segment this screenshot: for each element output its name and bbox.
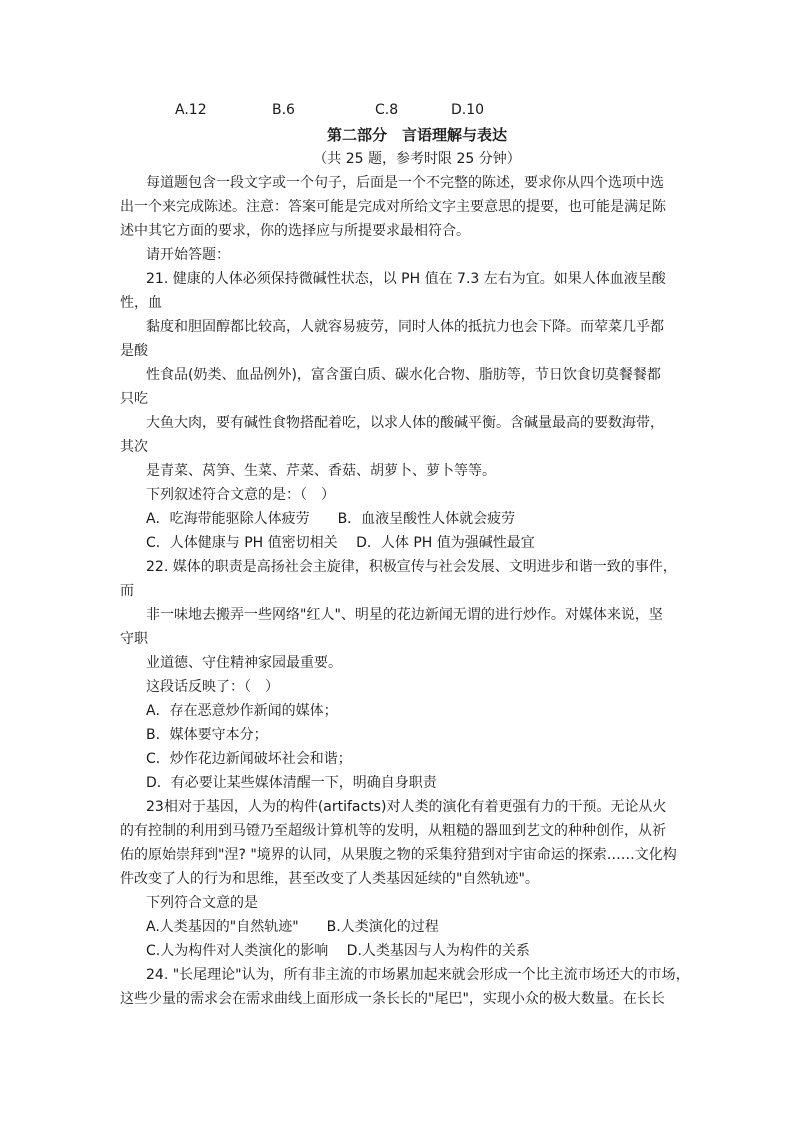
q21-text-line: 其次	[120, 439, 148, 455]
q23-text-line: 的有控制的利用到马镫乃至超级计算机等的发明，从粗糙的器皿到艺文的种种创作，从祈	[120, 823, 666, 839]
q21-text-line: 只吃	[120, 391, 148, 407]
section-subtitle: （共 25 题，参考时限 25 分钟）	[313, 151, 521, 167]
q24-text-line: 这些少量的需求会在需求曲线上面形成一条长长的"尾巴"，实现小众的极大数量。在长长	[120, 991, 665, 1007]
q21-text-line: 性食品(奶类、血品例外)，富含蛋白质、碳水化合物、脂肪等，节日饮食切莫餐餐都	[146, 367, 661, 383]
q22-option-a: A．存在恶意炒作新闻的媒体；	[146, 703, 338, 719]
section-title: 第二部分 言语理解与表达	[326, 126, 507, 144]
q23-question: 下列符合文意的是	[146, 895, 258, 911]
q23-text-line: 件改变了人的行为和思维，甚至改变了人类基因延续的"自然轨迹"。	[120, 871, 539, 887]
instruction-line: 述中其它方面的要求，你的选择应与所提要求最相符合。	[120, 223, 470, 239]
q22-text-line: 非一味地去搬弄一些网络"红人"、明星的花边新闻无谓的进行炒作。对媒体来说，坚	[146, 607, 663, 623]
prev-option-d: D.10	[451, 102, 485, 118]
q22-text-line: 守职	[120, 631, 148, 647]
q21-text-line: 是青菜、莴笋、生菜、芹菜、香菇、胡萝卜、萝卜等等。	[146, 463, 496, 479]
prev-option-a: A.12	[175, 102, 207, 118]
q22-option-b: B．媒体要守本分；	[146, 727, 268, 743]
q23-options-cd: C.人为构件对人类演化的影响 D.人类基因与人为构件的关系	[146, 943, 530, 959]
q21-text-line: 21. 健康的人体必须保持微碱性状态，以 PH 值在 7.3 左右为宜。如果人体血液呈酸	[146, 271, 666, 287]
q24-text-line: 24. "长尾理论"认为，所有非主流的市场累加起来就会形成一个比主流市场还大的市场，	[146, 967, 690, 983]
q21-options-cd: C．人体健康与 PH 值密切相关 D．人体 PH 值为强碱性最宜	[146, 535, 535, 551]
start-prompt: 请开始答题：	[146, 247, 230, 263]
q21-text-line: 大鱼大肉，要有碱性食物搭配着吃，以求人体的酸碱平衡。含碱量最高的要数海带，	[146, 415, 664, 431]
q23-options-ab: A.人类基因的"自然轨迹" B.人类演化的过程	[146, 919, 439, 935]
q21-text-line: 是酸	[120, 343, 148, 359]
instruction-line: 每道题包含一段文字或一个句子，后面是一个不完整的陈述，要求你从四个选项中选	[146, 175, 664, 191]
instruction-line: 出一个来完成陈述。注意：答案可能是完成对所给文字主要意思的提要，也可能是满足陈	[120, 199, 666, 215]
q22-question: 这段话反映了：（ ）	[146, 679, 279, 695]
q21-question: 下列叙述符合文意的是：（ ）	[146, 487, 335, 503]
q22-text-line: 22. 媒体的职责是高扬社会主旋律，积极宣传与社会发展、文明进步和谐一致的事件，	[146, 559, 677, 575]
q23-text-line: 23相对于基因，人为的构件(artifacts)对人类的演化有着更强有力的干预。无论从火	[146, 799, 667, 815]
q21-text-line: 性，血	[120, 295, 162, 311]
q22-option-c: C．炒作花边新闻破坏社会和谐；	[146, 751, 352, 767]
q22-text-line: 业道德、守住精神家园最重要。	[146, 655, 342, 671]
q22-option-d: D．有必要让某些媒体清醒一下，明确自身职责	[146, 775, 437, 791]
prev-option-c: C.8	[375, 102, 399, 118]
prev-option-b: B.6	[272, 102, 295, 118]
q21-options-ab: A．吃海带能驱除人体疲劳 B．血液呈酸性人体就会疲劳	[146, 511, 516, 527]
q21-text-line: 黏度和胆固醇都比较高，人就容易疲劳，同时人体的抵抗力也会下降。而荤菜几乎都	[146, 319, 664, 335]
q23-text-line: 佑的原始崇拜到"涅? "境界的认同，从果腹之物的采集狩猎到对宇宙命运的探索……文化构	[120, 847, 677, 863]
q22-text-line: 而	[120, 583, 134, 599]
